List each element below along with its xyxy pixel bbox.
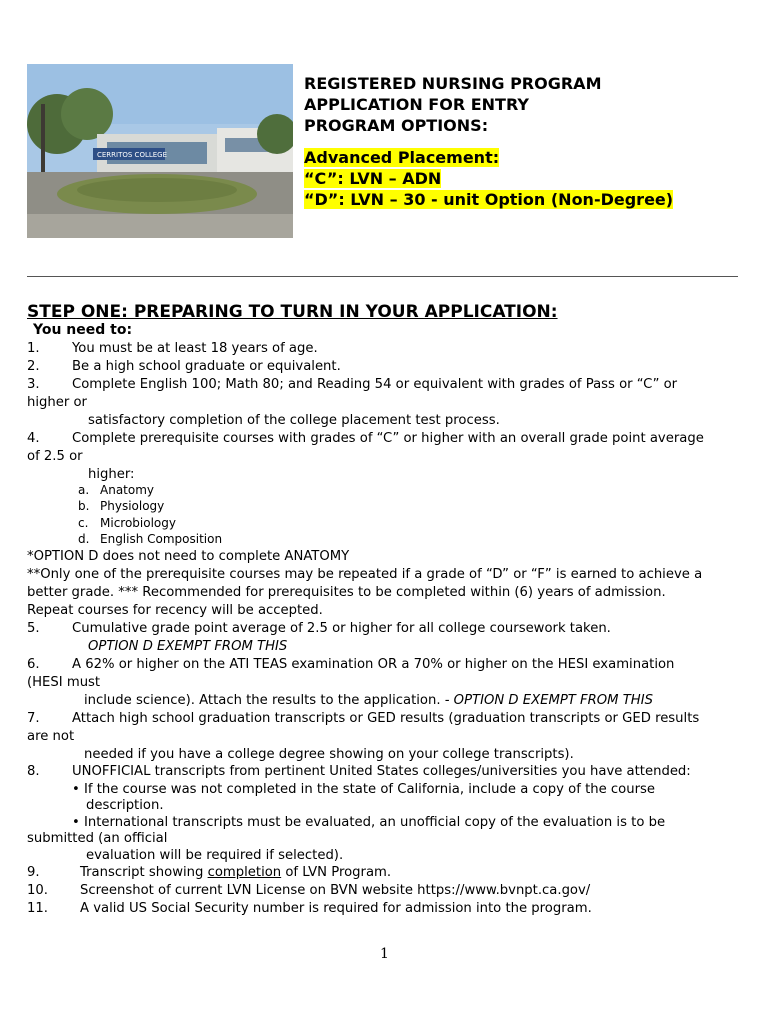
item-text: are not (27, 729, 75, 744)
item-text: You must be at least 18 years of age. (72, 341, 318, 356)
college-photo (27, 64, 293, 238)
item-number: 1. (27, 341, 40, 356)
sub-letter: c. (78, 516, 89, 530)
title-line: APPLICATION FOR ENTRY (304, 95, 529, 114)
exempt-note: - OPTION D EXEMPT FROM THIS (444, 693, 653, 708)
item-text-part: include science). Attach the results to the application. (84, 693, 445, 708)
exempt-note: OPTION D EXEMPT FROM THIS (88, 639, 288, 654)
note-text: better grade. *** Recommended for prerequisites to be completed within (6) years of admission. (27, 585, 666, 600)
title-line: REGISTERED NURSING PROGRAM (304, 74, 602, 93)
sub-item: Physiology (100, 499, 165, 513)
item-number: 6. (27, 657, 40, 672)
item-text: A 62% or higher on the ATI TEAS examination OR a 70% or higher on the HESI examination (72, 657, 675, 672)
advanced-placement-label: Advanced Placement: (304, 148, 500, 167)
item-text: Complete English 100; Math 80; and Reading 54 or equivalent with grades of Pass or “C” or (72, 377, 678, 392)
item-number: 7. (27, 711, 40, 726)
sub-letter: b. (78, 499, 90, 513)
bullet-text: description. (86, 798, 164, 813)
option-d-label: “D”: LVN – 30 - unit Option (Non-Degree) (304, 190, 674, 209)
item-number: 4. (27, 431, 40, 446)
divider (27, 276, 738, 277)
item-text: Screenshot of current LVN License on BVN website https://www.bvnpt.ca.gov/ (80, 883, 591, 898)
item-number: 11. (27, 901, 48, 916)
title-line: PROGRAM OPTIONS: (304, 116, 489, 135)
item-text: Be a high school graduate or equivalent. (72, 359, 341, 374)
sub-item: Microbiology (100, 516, 176, 530)
note-text: *OPTION D does not need to complete ANATOMY (27, 549, 350, 564)
bullet-text: • International transcripts must be evaluated, an unofficial copy of the evaluation is to be (72, 815, 666, 830)
item-text (84, 692, 653, 709)
item-text: Attach high school graduation transcripts or GED results (graduation transcripts or GED results (72, 711, 700, 726)
college-photo-svg (27, 64, 293, 238)
bullet-text: • If the course was not completed in the state of California, include a copy of the course (72, 782, 655, 797)
option-c-label: “C”: LVN – ADN (304, 169, 442, 188)
step-one-heading: STEP ONE: PREPARING TO TURN IN YOUR APPLICATION: (27, 302, 558, 322)
item-text: UNOFFICIAL transcripts from pertinent United States colleges/universities you have attended: (72, 764, 691, 779)
item-text (80, 864, 391, 881)
item-text: needed if you have a college degree showing on your college transcripts). (84, 747, 574, 762)
item-number: 9. (27, 865, 40, 880)
item-text: Cumulative grade point average of 2.5 or higher for all college coursework taken. (72, 621, 611, 636)
item-text-part: completion (207, 865, 282, 880)
item-number: 5. (27, 621, 40, 636)
item-text: higher: (88, 467, 135, 482)
sub-item: Anatomy (100, 483, 155, 497)
bullet-text: submitted (an official (27, 831, 168, 846)
note-text: Repeat courses for recency will be accepted. (27, 603, 323, 618)
item-text: Complete prerequisite courses with grades of “C” or higher with an overall grade point average (72, 431, 704, 446)
item-text-part: of LVN Program. (281, 865, 392, 880)
item-text: A valid US Social Security number is required for admission into the program. (80, 901, 592, 916)
item-text: (HESI must (27, 675, 101, 690)
item-number: 2. (27, 359, 40, 374)
item-number: 8. (27, 764, 40, 779)
sub-item: English Composition (100, 532, 223, 546)
item-number: 10. (27, 883, 48, 898)
item-number: 3. (27, 377, 40, 392)
program-title (304, 73, 744, 210)
bullet-text: evaluation will be required if selected). (86, 848, 344, 863)
item-text-part: Transcript showing (80, 865, 208, 880)
item-text: of 2.5 or (27, 449, 83, 464)
sub-letter: a. (78, 483, 90, 497)
note-text: **Only one of the prerequisite courses may be repeated if a grade of “D” or “F” is earned to achieve a (27, 567, 703, 582)
sub-letter: d. (78, 532, 90, 546)
page-number: 1 (380, 946, 389, 962)
item-text: satisfactory completion of the college placement test process. (88, 413, 500, 428)
photo-sign-text: CERRITOS COLLEGE (97, 151, 168, 159)
you-need-to: You need to: (33, 322, 133, 338)
item-text: higher or (27, 395, 87, 410)
